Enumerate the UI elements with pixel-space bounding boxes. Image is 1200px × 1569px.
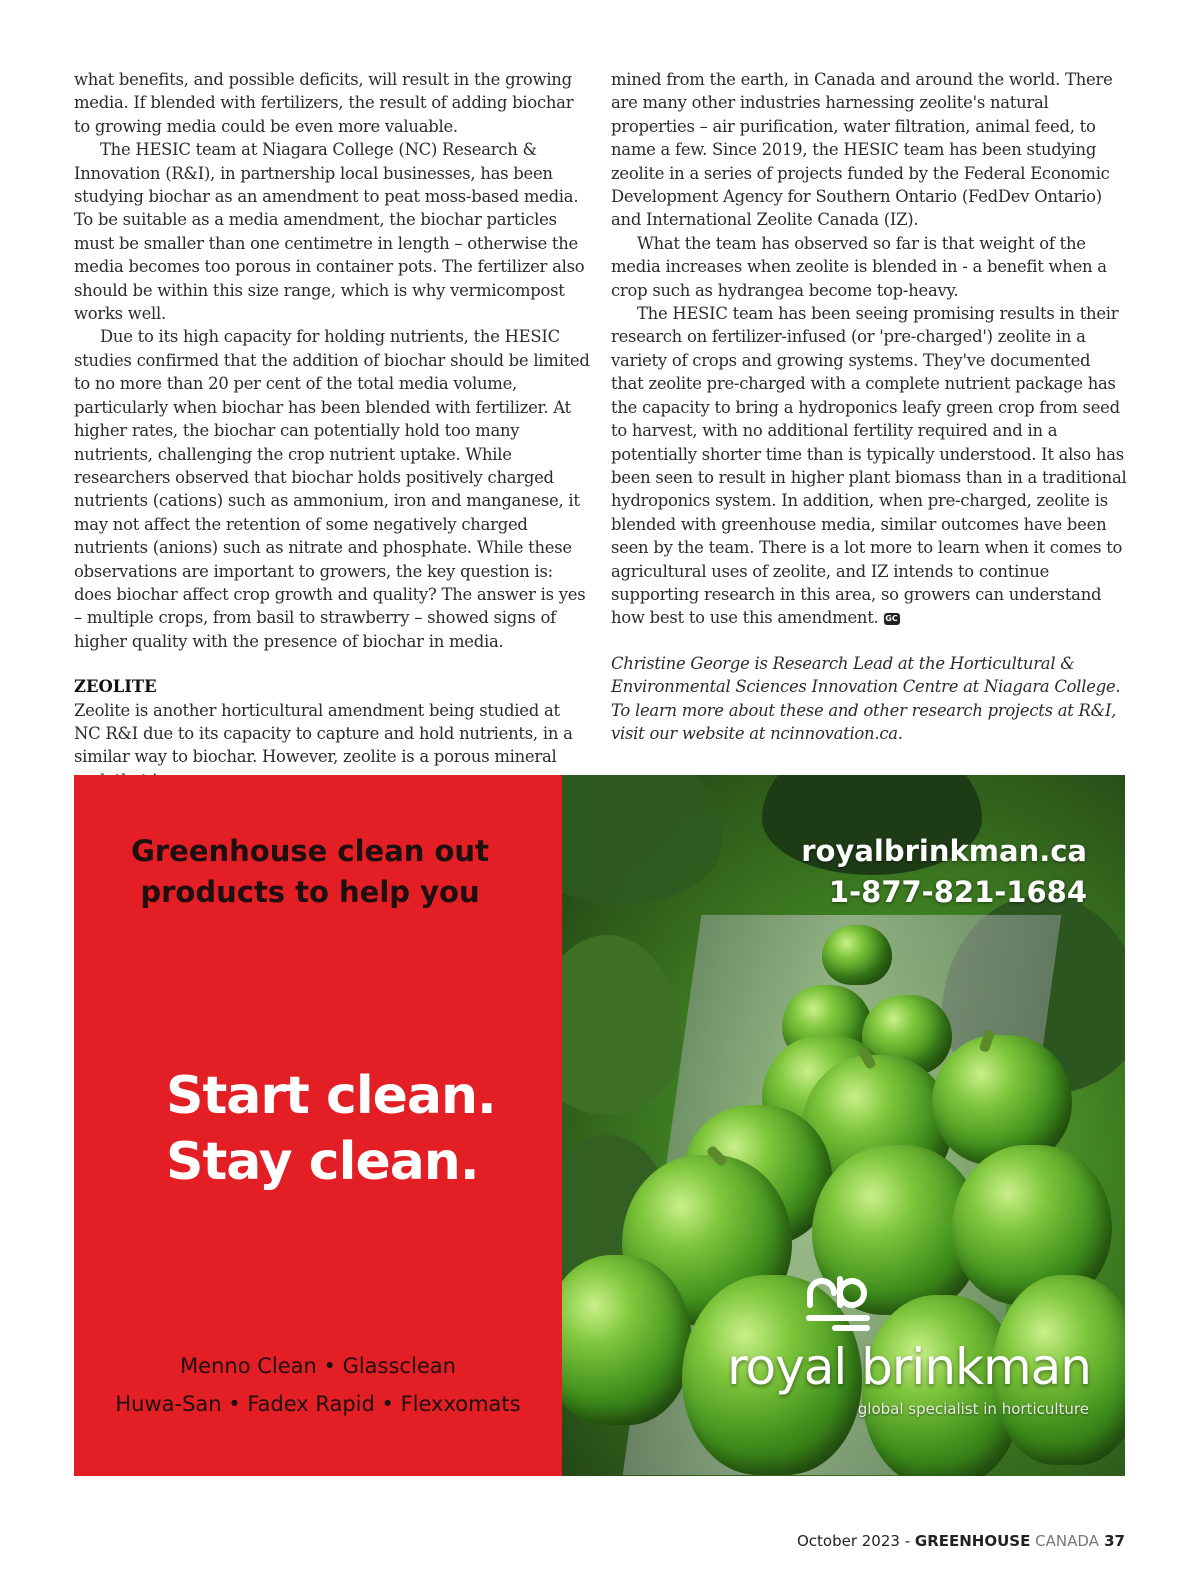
ad-product-list — [74, 1347, 562, 1423]
article-right-column — [611, 68, 1127, 745]
brand-tagline: global specialist in horticulture — [857, 1400, 1089, 1418]
pepper — [822, 925, 892, 985]
paragraph: What the team has observed so far is that weight of the media increases when zeolite is blended in - a benefit when a crop such as hydrangea become top-heavy. — [611, 233, 1107, 300]
ad-slogan-line: Start clean. — [166, 1066, 496, 1126]
paragraph: The HESIC team at Niagara College (NC) Research & Innovation (R&I), in partnership local businesses, has been studying biochar as an amendment to peat moss-based media. To be suitable as a media amendment, the biochar particles must be smaller than one centimetre in length – otherwise the media becomes too porous in container pots. The fertilizer also should be within this size range, which is why vermicompost works well. — [74, 140, 585, 324]
paragraph-text: The HESIC team has been seeing promising results in their research on fertilizer-infused (or 'pre-charged') zeolite in a variety of crops and growing systems. They've documented that zeolite pre-charged with a complete nutrient package has the capacity to bring a hydroponics leafy green crop from seed to harvest, with no additional fertility required and in a potentially shorter time than is typically understood. It also has been seen to result in higher plant biomass than in a traditional hydroponics system. In addition, when pre-charged, zeolite is blended with greenhouse media, similar outcomes have been seen by the team. There is a lot more to learn when it comes to agricultural uses of zeolite, and IZ intends to continue supporting research in this area, so growers can understand how best to use this amendment. — [611, 304, 1127, 628]
author-bio: Christine George is Research Lead at the Horticultural & Environmental Sciences Innovation Centre at Niagara College. To learn more about these and other research projects at R&I, visit our website at ncinnovation.ca. — [611, 653, 1121, 743]
ad-product-line: Menno Clean • Glassclean — [180, 1354, 456, 1378]
green-peppers-photo — [562, 775, 1125, 1476]
ad-product-line: Huwa-San • Fadex Rapid • Flexxomats — [115, 1392, 521, 1416]
paragraph: Zeolite is another horticultural amendment being studied at NC R&I due to its capacity to capture and hold nutrients, in a similar way to biochar. However, zeolite is a porous mineral — [74, 700, 573, 767]
ad-headline — [74, 831, 546, 913]
leaf-shape — [562, 935, 682, 1115]
leaf-shape — [562, 775, 722, 905]
paragraph: Due to its high capacity for holding nutrients, the HESIC studies confirmed that the addition of biochar should be limited to no more than 20 per cent of the total media volume, particularly when biochar has been blended with fertilizer. At higher rates, the biochar can potentially hold too many nutrients, challenging the crop nutrient uptake. While researchers observed that biochar holds positively charged nutrients (cations) such as ammonium, iron and manganese, it may not affect the retention of some negatively charged nutrients (anions) such as nitrate and phosphate. While these observations are important to growers, the key question is: does biochar affect crop growth and quality? The answer is yes – multiple crops, from basil to strawberry – showed signs of higher quality with the presence of biochar in media. — [74, 327, 590, 651]
paragraph — [611, 302, 1127, 630]
ad-red-panel — [74, 775, 562, 1476]
ad-website[interactable]: royalbrinkman.ca — [801, 834, 1087, 868]
section-heading: ZEOLITE — [74, 677, 157, 697]
end-mark-icon: GC — [885, 613, 898, 623]
paragraph: what benefits, and possible deficits, will result in the growing media. If blended with fertilizers, the result of adding biochar to growing media could be even more valuable. — [74, 70, 574, 136]
page-footer — [797, 1532, 1125, 1550]
ad-headline-line: products to help you — [140, 875, 480, 909]
ad-slogan — [166, 1063, 546, 1195]
brand-name: royal brinkman — [727, 1338, 1091, 1396]
paragraph: mined from the earth, in Canada and around the world. There are many other industries harnessing zeolite's natural properties – air purification, water filtration, animal feed, to name a few. Since 2019, the HESIC team has been studying zeolite in a series of projects funded by the Federal Economic Development Agency for Southern Ontario (FedDev Ontario) and International Zeolite Canada (IZ). — [611, 70, 1113, 230]
ad-phone[interactable]: 1-877-821-1684 — [828, 875, 1087, 909]
footer-magazine-suffix: CANADA — [1030, 1532, 1099, 1550]
royal-brinkman-advertisement[interactable] — [74, 775, 1125, 1476]
ad-headline-line: Greenhouse clean out — [131, 834, 489, 868]
article-left-column — [74, 68, 590, 792]
royal-brinkman-logo-icon — [804, 1275, 874, 1333]
ad-contact-info — [801, 831, 1087, 913]
ad-slogan-line: Stay clean. — [166, 1132, 479, 1192]
page-number: 37 — [1098, 1532, 1125, 1550]
footer-date: October 2023 - — [796, 1532, 915, 1550]
footer-magazine-name: GREENHOUSE — [914, 1532, 1031, 1550]
